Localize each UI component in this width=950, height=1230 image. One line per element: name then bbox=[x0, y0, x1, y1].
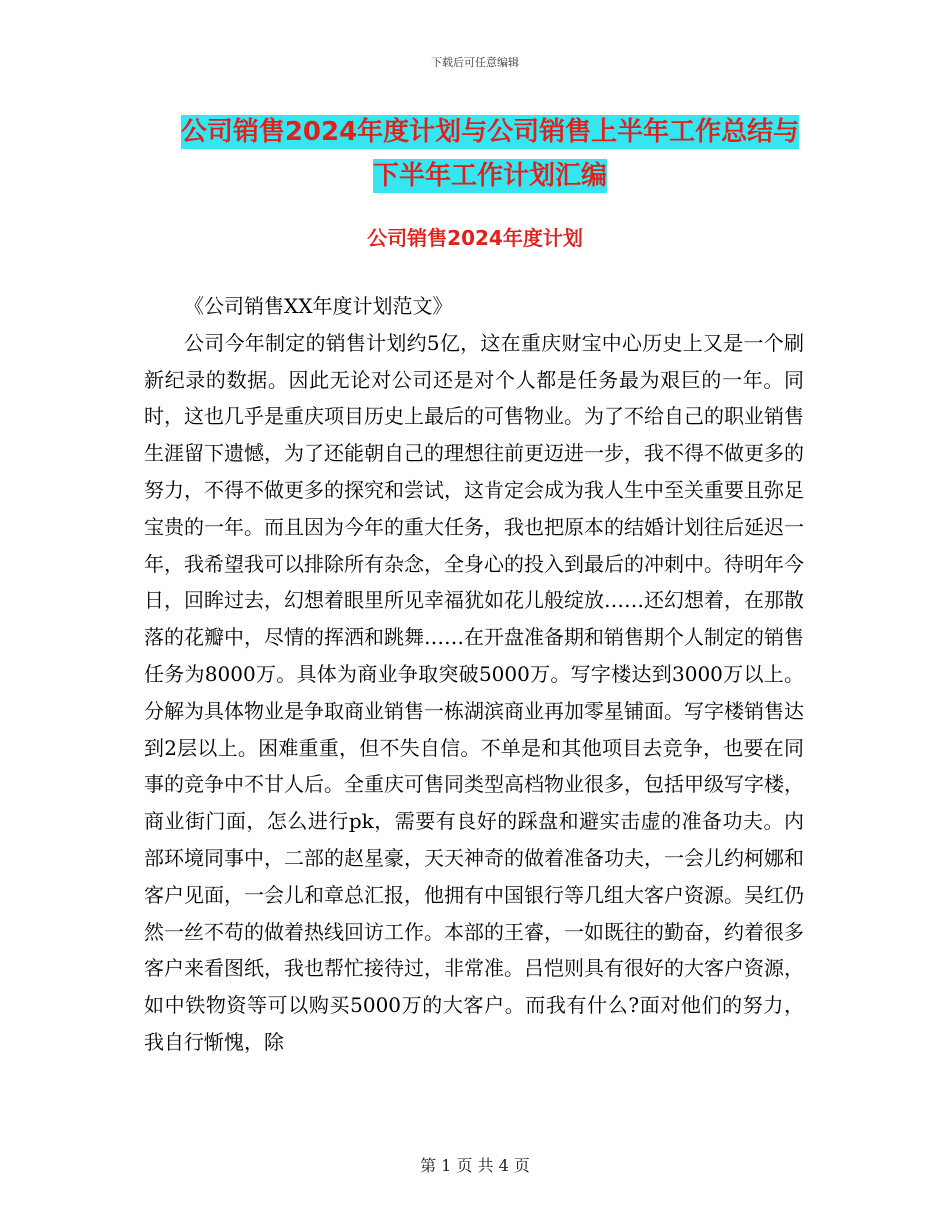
section-title: 公司销售2024年度计划 bbox=[367, 226, 583, 250]
document-body bbox=[144, 288, 804, 1061]
page-header-note: 下载后可任意编辑 bbox=[431, 56, 519, 69]
document-title-line-1: 公司销售2024年度计划与公司销售上半年工作总结与 bbox=[180, 117, 800, 147]
page-footer-page-number: 第 1 页 共 4 页 bbox=[420, 1156, 530, 1175]
document-title bbox=[150, 110, 830, 198]
body-paragraph: 公司今年制定的销售计划约5亿，这在重庆财宝中心历史上又是一个刷新纪录的数据。因此无论对公司还是对个人都是任务最为艰巨的一年。同时，这也几乎是重庆项目历史上最后的可售物业。为了不给自己的职业销售生涯留下遗憾，为了还能朝自己的理想往前更迈进一步，我不得不做更多的努力，不得不做更多的探究和尝试，这肯定会成为我人生中至关重要且弥足宝贵的一年。而且因为今年的重大任务，我也把原本的结婚计划往后延迟一年，我希望我可以排除所有杂念，全身心的投入到最后的冲刺中。待明年今日，回眸过去，幻想着眼里所见幸福犹如花儿般绽放……还幻想着，在那散落的花瓣中，尽情的挥洒和跳舞……在开盘准备期和销售期个人制定的销售任务为8000万。具体为商业争取突破5000万。写字楼达到3000万以上。分解为具体物业是争取商业销售一栋湖滨商业再加零星铺面。写字楼销售达到2层以上。困难重重，但不失自信。不单是和其他项目去竞争，也要在同事的竞争中不甘人后。全重庆可售同类型高档物业很多，包括甲级写字楼，商业街门面，怎么进行pk，需要有良好的踩盘和避实击虚的准备功夫。内部环境同事中，二部的赵星豪，天天神奇的做着准备功夫，一会儿约柯娜和客户见面，一会儿和章总汇报，他拥有中国银行等几组大客户资源。吴红仍然一丝不苟的做着热线回访工作。本部的王睿，一如既往的勤奋，约着很多客户来看图纸，我也帮忙接待过，非常准。吕恺则具有很好的大客户资源，如中铁物资等可以购买5000万的大客户。而我有什么?面对他们的努力，我自行惭愧，除 bbox=[144, 330, 804, 1054]
document-title-line-2: 下半年工作计划汇编 bbox=[372, 161, 607, 191]
document-subtitle: 《公司销售XX年度计划范文》 bbox=[184, 294, 453, 318]
